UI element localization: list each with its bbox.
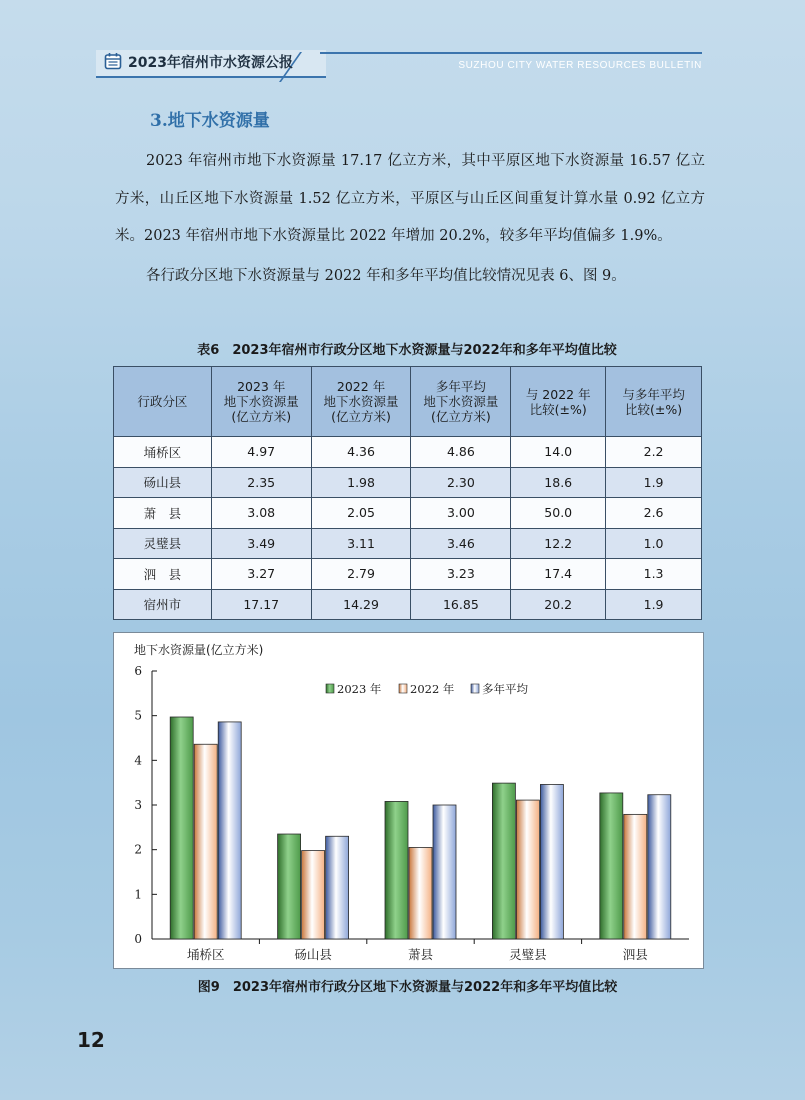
chart-svg (114, 633, 703, 968)
y-tick-label: 0 (134, 932, 142, 946)
row-region: 灵璧县 (114, 528, 212, 559)
table-cell: 3.08 (211, 498, 311, 529)
table-cell: 3.23 (411, 559, 511, 590)
y-tick-label: 1 (134, 887, 142, 902)
table-header-cell (511, 367, 606, 437)
table-cell: 1.98 (311, 467, 411, 498)
table-row (114, 498, 702, 529)
row-region: 萧 县 (114, 498, 212, 529)
x-tick-label: 泗县 (622, 947, 648, 962)
calendar-icon (104, 52, 122, 70)
row-region: 埇桥区 (114, 437, 212, 468)
bar-0-0 (170, 717, 193, 939)
header-line: 地下水资源量 (323, 394, 399, 409)
header-line: (亿立方米) (231, 409, 292, 424)
bar-0-2 (218, 722, 241, 939)
x-tick-label: 萧县 (407, 947, 434, 962)
table-cell: 2.2 (606, 437, 702, 468)
table-cell: 2.30 (411, 467, 511, 498)
table-row (114, 559, 702, 590)
bar-2-1 (409, 847, 432, 939)
table-header-cell (606, 367, 702, 437)
header-line: 地下水资源量 (223, 394, 299, 409)
table-cell: 3.46 (411, 528, 511, 559)
page-header (0, 44, 805, 80)
header-line: 与多年平均 (622, 386, 685, 402)
header-line: 行政分区 (137, 394, 188, 409)
table-cell: 2.05 (311, 498, 411, 529)
table-row (114, 467, 702, 498)
table-cell: 3.49 (211, 528, 311, 559)
header-subtitle-en: SUZHOU CITY WATER RESOURCES BULLETIN (458, 60, 702, 71)
table-header-cell (211, 367, 311, 437)
paragraph-reference: 各行政分区地下水资源量与 2022 年和多年平均值比较情况见表 6、图 9。 (146, 267, 626, 284)
y-tick-label: 6 (134, 664, 142, 678)
bar-1-0 (278, 834, 301, 939)
groundwater-table (113, 366, 702, 620)
row-region: 泗 县 (114, 559, 212, 590)
header-line: (亿立方米) (431, 409, 491, 424)
page-number: 12 (77, 1028, 105, 1052)
bar-4-1 (624, 814, 647, 939)
x-tick-label: 砀山县 (294, 947, 332, 962)
header-line: (亿立方米) (331, 409, 391, 424)
legend-swatch (399, 684, 407, 693)
legend-label: 多年平均 (482, 682, 528, 696)
table-cell: 3.27 (211, 559, 311, 590)
table-cell: 2.35 (211, 467, 311, 498)
header-rule (320, 52, 702, 54)
figure-caption: 图9 2023年宿州市行政分区地下水资源量与2022年和多年平均值比较 (197, 980, 618, 995)
y-axis-label: 地下水资源量(亿立方米) (134, 643, 264, 657)
bar-2-0 (385, 801, 408, 939)
table-cell: 14.0 (511, 437, 606, 468)
legend-swatch (326, 684, 334, 693)
table-cell: 12.2 (511, 528, 606, 559)
x-tick-label: 灵璧县 (509, 947, 547, 962)
table-cell: 4.36 (311, 437, 411, 468)
header-line: 比较(±%) (529, 401, 587, 417)
y-tick-label: 4 (134, 753, 142, 768)
table-header-cell (411, 367, 511, 437)
table-cell: 14.29 (311, 589, 411, 620)
legend-label: 2023 年 (337, 682, 382, 696)
table-cell: 1.3 (606, 559, 702, 590)
legend-swatch (471, 684, 479, 693)
header-line: 与 2022 年 (525, 386, 591, 402)
header-line: 多年平均 (435, 379, 486, 394)
bar-3-0 (492, 783, 515, 939)
header-line: 比较(±%) (625, 401, 683, 417)
header-line: 地下水资源量 (423, 394, 499, 409)
table-cell: 1.0 (606, 528, 702, 559)
table-cell: 18.6 (511, 467, 606, 498)
row-region: 宿州市 (114, 589, 212, 620)
table-header-row (114, 367, 702, 437)
table-row (114, 528, 702, 559)
y-tick-label: 3 (134, 798, 142, 812)
table-cell: 3.00 (411, 498, 511, 529)
table-cell: 1.9 (606, 467, 702, 498)
table-cell: 17.17 (211, 589, 311, 620)
section-title: 3.地下水资源量 (150, 111, 270, 131)
table-cell: 1.9 (606, 589, 702, 620)
paragraph-summary: 2023 年宿州市地下水资源量 17.17 亿立方米，其中平原区地下水资源量 16.57 亿立方米，山丘区地下水资源量 1.52 亿立方米，平原区与山丘区间重复计算水量 0.92 亿立方米。2023 年宿州市地下水资源量比 2022 年增加 20.2%，较多年平均值偏多 1.9%。 (115, 153, 705, 244)
table-cell: 4.97 (211, 437, 311, 468)
bar-4-2 (648, 795, 671, 939)
table-cell: 20.2 (511, 589, 606, 620)
table-cell: 16.85 (411, 589, 511, 620)
bar-1-2 (326, 836, 349, 939)
bar-3-1 (516, 800, 539, 939)
table-cell: 17.4 (511, 559, 606, 590)
y-tick-label: 5 (134, 708, 142, 723)
row-region: 砀山县 (114, 467, 212, 498)
table-row (114, 589, 702, 620)
section-body (115, 143, 705, 295)
bar-3-2 (540, 784, 563, 939)
bar-2-2 (433, 805, 456, 939)
table-row (114, 437, 702, 468)
header-line: 2022 年 (336, 379, 386, 394)
table-header-cell (311, 367, 411, 437)
bar-chart (113, 632, 704, 969)
header-title: 2023年宿州市水资源公报 (128, 55, 293, 71)
table-cell: 2.79 (311, 559, 411, 590)
table-cell: 2.6 (606, 498, 702, 529)
x-tick-label: 埇桥区 (186, 947, 225, 962)
bar-1-1 (302, 851, 325, 939)
table-body (114, 437, 702, 620)
table-cell: 4.86 (411, 437, 511, 468)
table-header-cell (114, 367, 212, 437)
header-line: 2023 年 (237, 379, 286, 394)
bar-4-0 (600, 793, 623, 939)
legend-label: 2022 年 (410, 682, 455, 696)
y-tick-label: 2 (134, 842, 142, 857)
table-caption: 表6 2023年宿州市行政分区地下水资源量与2022年和多年平均值比较 (197, 343, 617, 358)
bar-0-1 (194, 744, 217, 939)
table-cell: 3.11 (311, 528, 411, 559)
table-cell: 50.0 (511, 498, 606, 529)
